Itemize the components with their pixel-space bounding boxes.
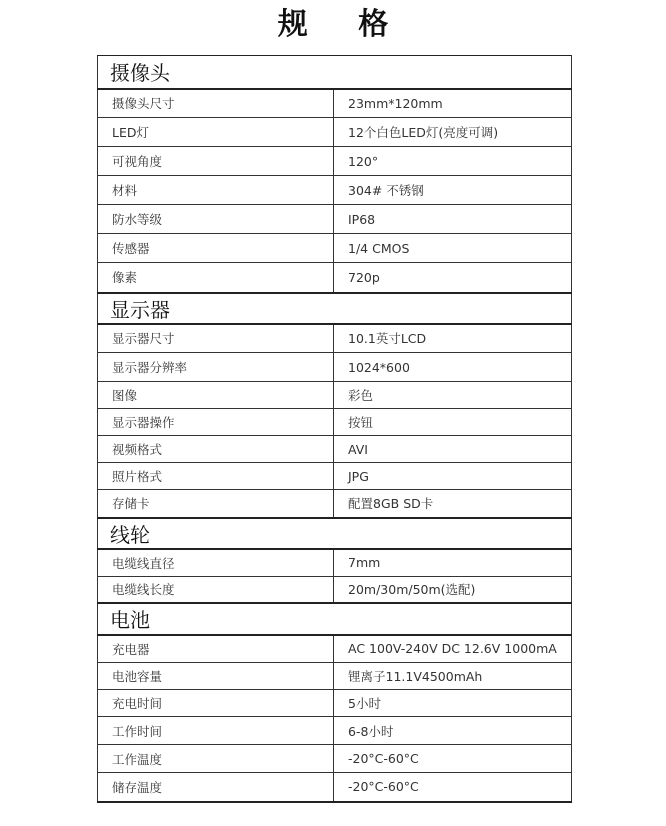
spec-label: 显示器操作 <box>98 409 334 436</box>
spec-value: -20°C-60°C <box>334 745 572 773</box>
spec-value: AVI <box>334 436 572 463</box>
spec-label: 材料 <box>98 176 334 205</box>
spec-value: 7mm <box>334 549 572 577</box>
spec-label: 显示器分辨率 <box>98 353 334 382</box>
spec-value: 20m/30m/50m(选配) <box>334 577 572 603</box>
table-row <box>98 745 572 773</box>
table-row <box>98 773 572 802</box>
spec-label: 电池容量 <box>98 663 334 690</box>
spec-value: AC 100V-240V DC 12.6V 1000mA <box>334 635 572 663</box>
table-row <box>98 409 572 436</box>
spec-label: 充电器 <box>98 635 334 663</box>
spec-label: 存储卡 <box>98 490 334 518</box>
table-row <box>98 89 572 118</box>
table-row <box>98 147 572 176</box>
spec-value: IP68 <box>334 205 572 234</box>
spec-label: 显示器尺寸 <box>98 324 334 353</box>
table-row <box>98 663 572 690</box>
table-row <box>98 549 572 577</box>
spec-label: LED灯 <box>98 118 334 147</box>
section-title: 摄像头 <box>98 56 572 89</box>
table-row <box>98 490 572 518</box>
spec-table <box>97 55 572 803</box>
section-title: 显示器 <box>98 293 572 324</box>
spec-label: 工作时间 <box>98 717 334 745</box>
spec-label: 可视角度 <box>98 147 334 176</box>
spec-label: 电缆线长度 <box>98 577 334 603</box>
spec-label: 工作温度 <box>98 745 334 773</box>
section-title: 电池 <box>98 603 572 635</box>
table-row <box>98 234 572 263</box>
spec-value: 1/4 CMOS <box>334 234 572 263</box>
spec-label: 照片格式 <box>98 463 334 490</box>
table-row <box>98 463 572 490</box>
section-header <box>98 56 572 89</box>
spec-label: 储存温度 <box>98 773 334 802</box>
section-title: 线轮 <box>98 518 572 549</box>
table-row <box>98 263 572 293</box>
spec-label: 传感器 <box>98 234 334 263</box>
spec-value: 10.1英寸LCD <box>334 324 572 353</box>
spec-label: 摄像头尺寸 <box>98 89 334 118</box>
table-row <box>98 353 572 382</box>
spec-label: 电缆线直径 <box>98 549 334 577</box>
spec-value: 12个白色LED灯(亮度可调) <box>334 118 572 147</box>
spec-label: 像素 <box>98 263 334 293</box>
spec-value: 按钮 <box>334 409 572 436</box>
table-row <box>98 690 572 717</box>
spec-label: 防水等级 <box>98 205 334 234</box>
table-row <box>98 436 572 463</box>
spec-value: -20°C-60°C <box>334 773 572 802</box>
table-row <box>98 382 572 409</box>
table-row <box>98 176 572 205</box>
spec-value: 彩色 <box>334 382 572 409</box>
spec-value: 120° <box>334 147 572 176</box>
spec-value: 5小时 <box>334 690 572 717</box>
table-row <box>98 205 572 234</box>
section-header <box>98 603 572 635</box>
spec-value: JPG <box>334 463 572 490</box>
spec-label: 充电时间 <box>98 690 334 717</box>
table-row <box>98 118 572 147</box>
spec-value: 锂离子11.1V4500mAh <box>334 663 572 690</box>
spec-label: 视频格式 <box>98 436 334 463</box>
spec-value: 6-8小时 <box>334 717 572 745</box>
spec-label: 图像 <box>98 382 334 409</box>
spec-value: 23mm*120mm <box>334 89 572 118</box>
spec-value: 配置8GB SD卡 <box>334 490 572 518</box>
page-title: 规 格 <box>277 7 409 42</box>
spec-value: 304# 不锈钢 <box>334 176 572 205</box>
table-row <box>98 577 572 603</box>
table-row <box>98 717 572 745</box>
table-row <box>98 324 572 353</box>
section-header <box>98 518 572 549</box>
table-row <box>98 635 572 663</box>
spec-value: 1024*600 <box>334 353 572 382</box>
spec-value: 720p <box>334 263 572 293</box>
section-header <box>98 293 572 324</box>
